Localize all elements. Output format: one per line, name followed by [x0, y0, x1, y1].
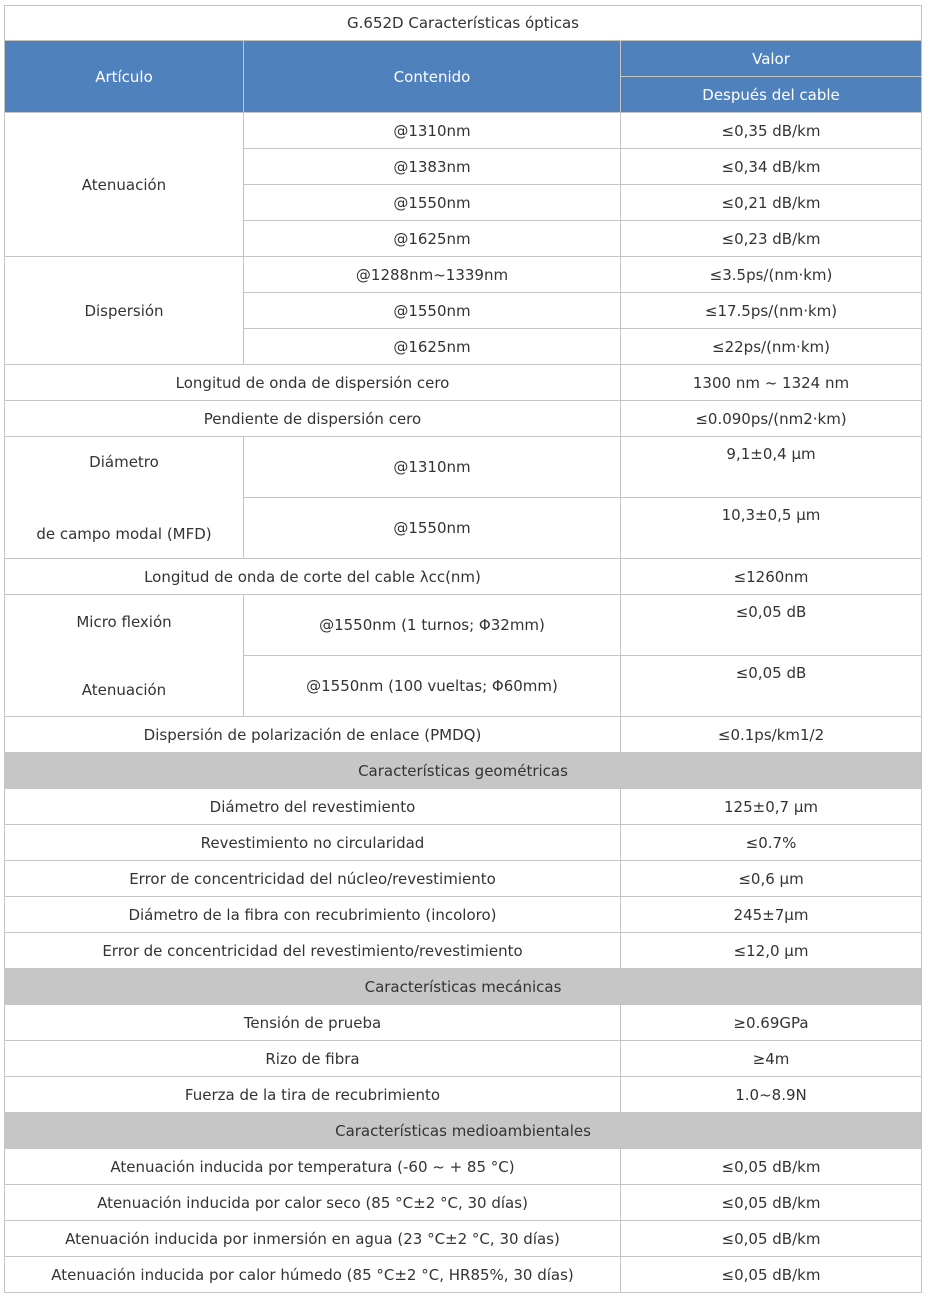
table-row	[5, 1221, 922, 1257]
table-row	[5, 861, 922, 897]
row-content: @1383nm	[244, 149, 621, 185]
table-title: G.652D Características ópticas	[5, 6, 922, 41]
row-content: @1550nm	[244, 185, 621, 221]
table-row	[5, 1077, 922, 1113]
section-header-environmental	[5, 1113, 922, 1149]
row-value: ≤0,05 dB/km	[621, 1149, 922, 1185]
table-row	[5, 257, 922, 293]
row-value: ≥4m	[621, 1041, 922, 1077]
section-title: Características mecánicas	[5, 969, 922, 1005]
row-label: Error de concentricidad del revestimiento/revestimiento	[5, 933, 621, 969]
header-content: Contenido	[244, 41, 621, 113]
row-value: 10,3±0,5 μm	[621, 498, 922, 559]
row-label: Rizo de fibra	[5, 1041, 621, 1077]
section-title: Características medioambientales	[5, 1113, 922, 1149]
row-label: Fuerza de la tira de recubrimiento	[5, 1077, 621, 1113]
row-label: Atenuación inducida por calor húmedo (85 °C±2 °C, HR85%, 30 días)	[5, 1257, 621, 1293]
table-row	[5, 559, 922, 595]
row-value: ≤0.7%	[621, 825, 922, 861]
row-value: ≤22ps/(nm·km)	[621, 329, 922, 365]
table-row	[5, 1257, 922, 1293]
row-value: ≤0,35 dB/km	[621, 113, 922, 149]
table-row	[5, 717, 922, 753]
table-row	[5, 1149, 922, 1185]
header-item: Artículo	[5, 41, 244, 113]
row-label: Dispersión de polarización de enlace (PMDQ)	[5, 717, 621, 753]
row-value: ≥0.69GPa	[621, 1005, 922, 1041]
microbend-label	[5, 595, 244, 717]
microbend-label-line1: Micro flexión	[76, 612, 172, 631]
row-label: Pendiente de dispersión cero	[5, 401, 621, 437]
row-value: ≤1260nm	[621, 559, 922, 595]
row-value: ≤17.5ps/(nm·km)	[621, 293, 922, 329]
row-value: 125±0,7 μm	[621, 789, 922, 825]
mfd-label-line2: de campo modal (MFD)	[36, 524, 212, 543]
row-value: ≤0,05 dB/km	[621, 1185, 922, 1221]
row-label: Longitud de onda de dispersión cero	[5, 365, 621, 401]
mfd-label	[5, 437, 244, 559]
row-value: ≤0,05 dB	[621, 656, 922, 717]
row-value: ≤0,21 dB/km	[621, 185, 922, 221]
row-value: ≤12,0 μm	[621, 933, 922, 969]
table-row	[5, 113, 922, 149]
row-content: @1550nm	[244, 498, 621, 559]
table-row	[5, 595, 922, 656]
row-label: Tensión de prueba	[5, 1005, 621, 1041]
row-label: Atenuación inducida por calor seco (85 °C±2 °C, 30 días)	[5, 1185, 621, 1221]
row-label: Longitud de onda de corte del cable λcc(nm)	[5, 559, 621, 595]
table-row	[5, 437, 922, 498]
header-row	[5, 41, 922, 77]
row-content: @1550nm (1 turnos; Φ32mm)	[244, 595, 621, 656]
row-value: ≤0,05 dB/km	[621, 1221, 922, 1257]
row-label: Diámetro del revestimiento	[5, 789, 621, 825]
table-row	[5, 789, 922, 825]
row-value: ≤0.1ps/km1/2	[621, 717, 922, 753]
row-value: ≤0,6 μm	[621, 861, 922, 897]
row-content: @1310nm	[244, 113, 621, 149]
row-value: ≤0,05 dB	[621, 595, 922, 656]
row-value: 9,1±0,4 μm	[621, 437, 922, 498]
table-row	[5, 825, 922, 861]
table-row	[5, 897, 922, 933]
row-label: Diámetro de la fibra con recubrimiento (incoloro)	[5, 897, 621, 933]
row-value: ≤3.5ps/(nm·km)	[621, 257, 922, 293]
section-header-mechanical	[5, 969, 922, 1005]
row-value: ≤0,34 dB/km	[621, 149, 922, 185]
microbend-label-line2: Atenuación	[81, 680, 167, 699]
row-content: @1288nm~1339nm	[244, 257, 621, 293]
row-value: ≤0,23 dB/km	[621, 221, 922, 257]
row-label: Revestimiento no circularidad	[5, 825, 621, 861]
table-row	[5, 1041, 922, 1077]
row-label: Atenuación inducida por inmersión en agua (23 °C±2 °C, 30 días)	[5, 1221, 621, 1257]
table-row	[5, 933, 922, 969]
row-label: Error de concentricidad del núcleo/revestimiento	[5, 861, 621, 897]
row-content: @1625nm	[244, 221, 621, 257]
row-content: @1625nm	[244, 329, 621, 365]
header-after-cable: Después del cable	[621, 77, 922, 113]
header-value: Valor	[621, 41, 922, 77]
table-title-row	[5, 6, 922, 41]
table-row	[5, 401, 922, 437]
table-row	[5, 1185, 922, 1221]
row-content: @1310nm	[244, 437, 621, 498]
mfd-label-line1: Diámetro	[89, 452, 159, 471]
row-content: @1550nm (100 vueltas; Φ60mm)	[244, 656, 621, 717]
row-value: ≤0,05 dB/km	[621, 1257, 922, 1293]
row-value: 245±7μm	[621, 897, 922, 933]
section-header-geometric	[5, 753, 922, 789]
row-value: ≤0.090ps/(nm2·km)	[621, 401, 922, 437]
row-value: 1300 nm ~ 1324 nm	[621, 365, 922, 401]
row-label: Atenuación inducida por temperatura (-60 ~ + 85 °C)	[5, 1149, 621, 1185]
dispersion-label: Dispersión	[5, 257, 244, 365]
table-row	[5, 1005, 922, 1041]
row-value: 1.0~8.9N	[621, 1077, 922, 1113]
section-title: Características geométricas	[5, 753, 922, 789]
optical-characteristics-table	[4, 5, 922, 1293]
spec-table-container	[4, 5, 922, 1293]
attenuation-label: Atenuación	[5, 113, 244, 257]
row-content: @1550nm	[244, 293, 621, 329]
table-row	[5, 365, 922, 401]
